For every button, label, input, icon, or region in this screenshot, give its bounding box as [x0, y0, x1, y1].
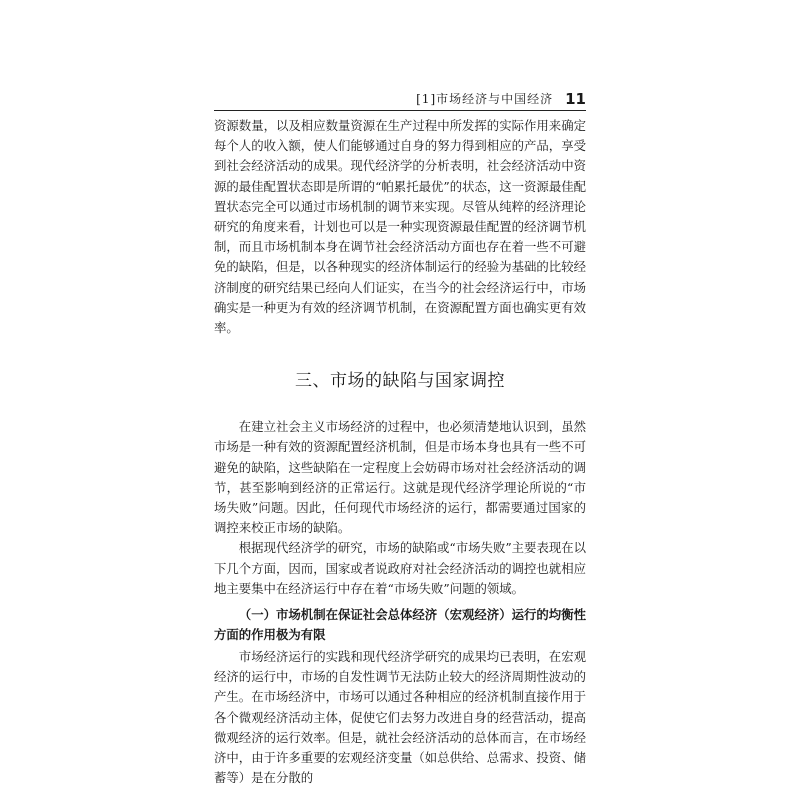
paragraph: 在建立社会主义市场经济的过程中，也必须清楚地认识到，虽然市场是一种有效的资源配置经济机制，但是市场本身也具有一些不可避免的缺陷，这些缺陷在一定程度上会妨碍市场对社会经济活动的调节，甚至影响到经济的正常运行。这就是现代经济学理论所说的“市场失败”问题。因此，任何现代市场经济的运行，都需要通过国家的调控来校正市场的缺陷。	[214, 419, 586, 536]
page-number: 11	[565, 90, 586, 108]
page-header	[214, 86, 586, 111]
paragraph: 市场经济运行的实践和现代经济学研究的成果均已表明，在宏观经济的运行中，市场的自发性调节无法防止较大的经济周期性波动的产生。在市场经济中，市场可以通过各种相应的经济机制直接作用于各个微观经济活动主体，促使它们去努力改进自身的经营活动，提高微观经济的运行效率。但是，就社会经济活动的总体而言，在市场经济中，由于许多重要的宏观经济变量（如总供给、总需求、投资、储蓄等）是在分散的	[214, 649, 586, 786]
section-heading: 三、市场的缺陷与国家调控	[295, 371, 505, 392]
paragraph: 根据现代经济学的研究，市场的缺陷或“市场失败”主要表现在以下几个方面，因而，国家或者说政府对社会经济活动的调控也就相应地主要集中在经济运行中存在着“市场失败”问题的领域。	[214, 540, 587, 596]
paragraph-continued: 资源数量，以及相应数量资源在生产过程中所发挥的实际作用来确定每个人的收入额，使人们能够通过自身的努力得到相应的产品，享受到社会经济活动的成果。现代经济学的分析表明，社会经济活动中资源的最佳配置状态即是所谓的“帕累托最优”的状态，这一资源最佳配置状态完全可以通过市场机制的调节来实现。尽管从纯粹的经济理论研究的角度来看，计划也可以是一种实现资源最佳配置的经济调节机制，而且市场机制本身在调节社会经济活动方面也存在着一些不可避免的缺陷，但是，以各种现实的经济体制运行的经验为基础的比较经济制度的研究结果已经向人们证实，在当今的社会经济运行中，市场确实是一种更为有效的经济调节机制，在资源配置方面也确实更有效率。	[214, 118, 586, 336]
subsection-heading: （一）市场机制在保证社会总体经济（宏观经济）运行的均衡性方面的作用极为有限	[214, 607, 586, 643]
body-text	[214, 116, 586, 788]
running-head: [1]市场经济与中国经济	[416, 92, 554, 106]
